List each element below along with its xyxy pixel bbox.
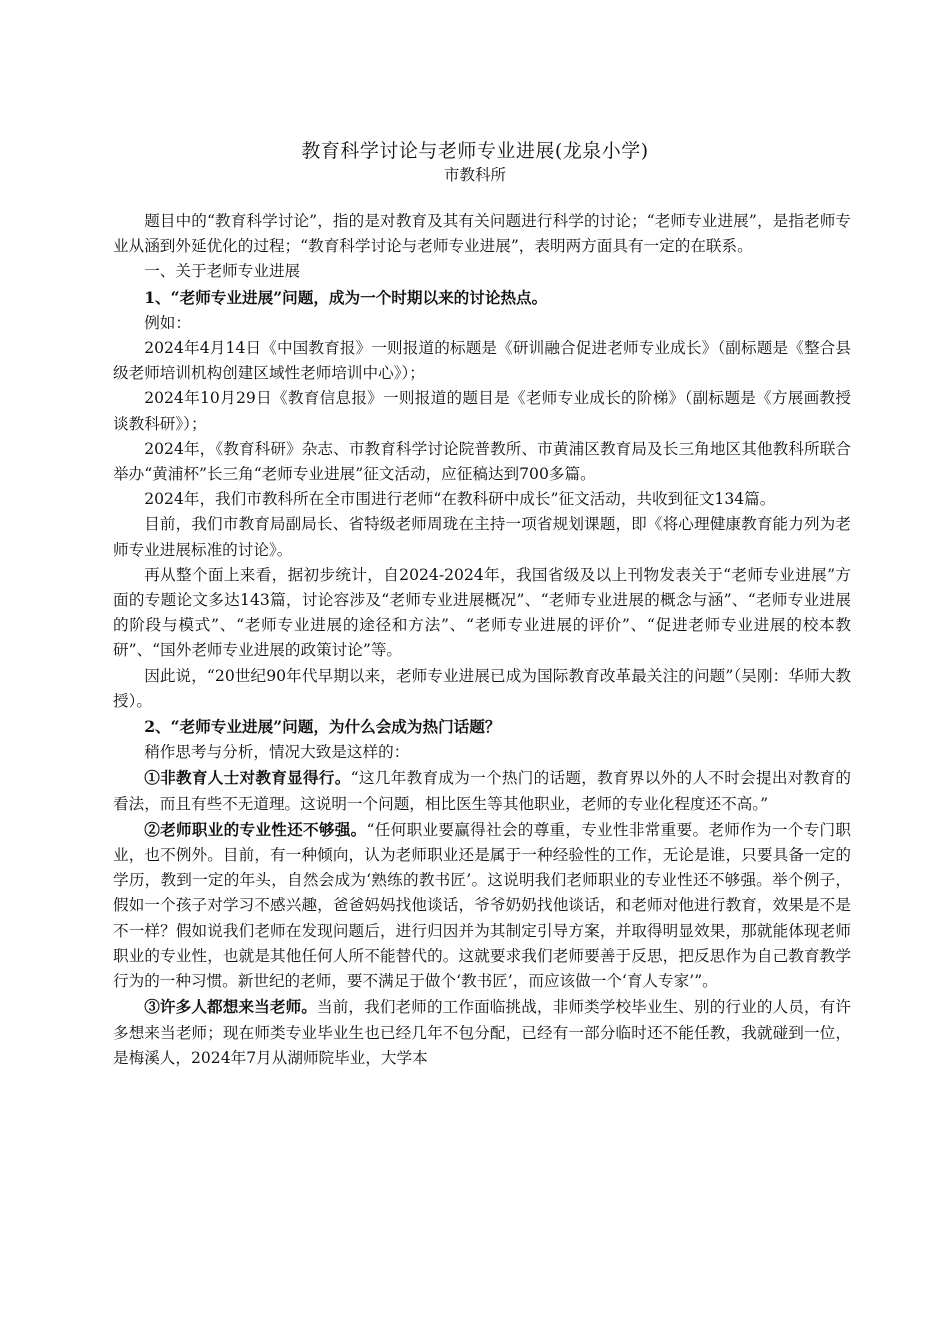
document-title: 教育科学讨论与老师专业进展(龙泉小学) [301,140,649,162]
document-author: 市教科所 [443,166,506,184]
paragraph: 题目中的“教育科学讨论”，指的是对教育及其有关问题进行科学的讨论；“老师专业进展”，是指老师专业从涵到外延优化的过程；“教育科学讨论与老师专业进展”，表明两方面具有一定的在联系。 [113,212,851,256]
paragraph: ①非教育人士对教育显得行。“这几年教育成为一个热门的话题，教育界以外的人不时会提出对教育的看法，而且有些不无道理。这说明一个问题，相比医生等其他职业，老师的专业化程度还不高。” [113,768,851,813]
section-heading: 一、关于老师专业进展 [144,262,301,281]
paragraph: 2024年，《教育科研》杂志、市教育科学讨论院普教所、市黄浦区教育局及长三角地区其他教科所联合举办“黄浦杯”长三角“老师专业进展”征文活动，应征稿达到700多篇。 [113,439,851,484]
paragraph: 再从整个面上来看，据初步统计，自2024-2024年，我国省级及以上刊物发表关于“老师专业进展”方面的专题论文多达143篇，讨论容涉及“老师专业进展概况”、“老师专业进展的概念与涵”、“老师专业进展的阶段与模式”、“老师专业进展的途径和方法”、“老师专业进展的评价”、“促进老师专业进展的校本教研”、“国外老师专业进展的政策讨论”等。 [113,565,851,660]
subsection-heading: 1、“老师专业进展”问题，成为一个时期以来的讨论热点。 [144,287,548,307]
paragraph: ②老师职业的专业性还不够强。“任何职业要赢得社会的尊重，专业性非常重要。老师作为一个专门职业，也不例外。目前，有一种倾向，认为老师职业还是属于一种经验性的工作，无论是谁，只要具备一定的学历，教到一定的年头，自然会成为‘熟练的教书匠’。这说明我们老师职业的专业性还不够强。举个例子，假如一个孩子对学习不感兴趣，爸爸妈妈找他谈话，爷爷奶奶找他谈话，和老师对他进行教育，效果是不是不一样？假如说我们老师在发现问题后，进行归因并为其制定引导方案，并取得明显效果，那就能体现老师职业的专业性，也就是其他任何人所不能替代的。这就要求我们老师要善于反思，把反思作为自己教育教学行为的一种习惯。新世纪的老师，要不满足于做个‘教书匠’，而应该做一个‘育人专家’”。 [113,819,851,991]
paragraph: 稍作思考与分析，情况大致是这样的： [144,743,410,762]
subsection-heading: 2、“老师专业进展”问题，为什么会成为热门话题？ [144,717,501,737]
paragraph: 2024年10月29日《教育信息报》一则报道的题目是《老师专业成长的阶梯》（副标题是《方展画教授谈教科研》）； [113,389,851,433]
paragraph: 因此说，“20世纪90年代早期以来，老师专业进展已成为国际教育改革最关注的问题”（吴刚：华师大教授）。 [113,666,851,710]
paragraph: 例如： [144,313,191,332]
document-body [113,209,851,1071]
paragraph: 2024年，我们市教科所在全市围进行老师“在教科研中成长”征文活动，共收到征文134篇。 [144,490,776,509]
paragraph: ③许多人都想来当老师。当前，我们老师的工作面临挑战，非师类学校毕业生、别的行业的人员，有许多想来当老师；现在师类专业毕业生也已经几年不包分配，已经有一部分临时还不能任教，我就碰到一位，是梅溪人，2024年7月从湖师院毕业，大学本 [113,997,851,1067]
paragraph: 目前，我们市教育局副局长、省特级老师周珑在主持一项省规划课题，即《将心理健康教育能力列为老师专业进展标准的讨论》。 [113,515,851,559]
paragraph: 2024年4月14日《中国教育报》一则报道的标题是《研训融合促进老师专业成长》（副标题是《整合县级老师培训机构创建区域性老师培训中心》）； [113,339,851,383]
